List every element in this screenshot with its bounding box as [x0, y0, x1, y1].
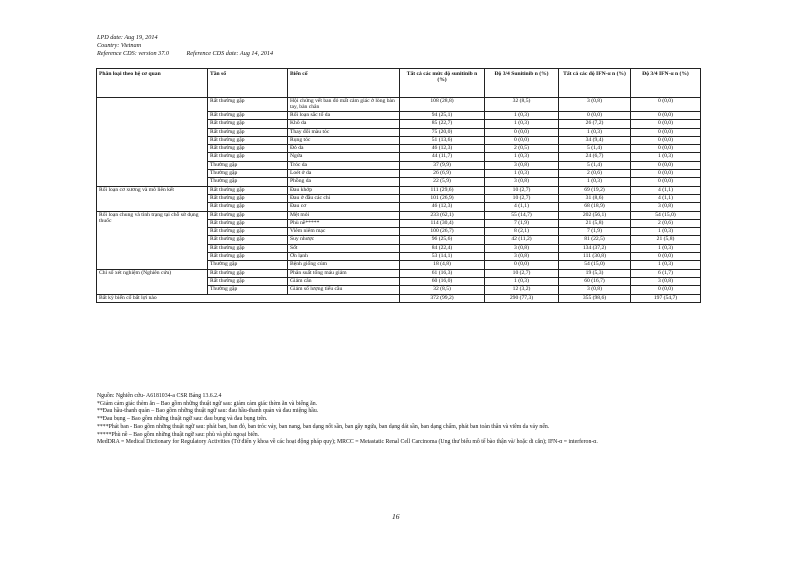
- frequency-cell: Thường gặp: [208, 261, 288, 269]
- organ-system-cell: Rối loạn chung và tình trạng tại chỗ sử dụng thuốc: [97, 211, 208, 269]
- ifn-grade34-cell: 0 (0,0): [631, 120, 701, 128]
- sunitinib-grade34-cell: 3 (0,8): [485, 244, 559, 252]
- ifn-all-cell: 24 (6,7): [559, 153, 631, 161]
- event-cell: Ớn lạnh: [288, 253, 400, 261]
- ifn-all-cell: 202 (56,1): [559, 211, 631, 219]
- ifn-all-cell: 81 (22,5): [559, 236, 631, 244]
- event-cell: Ngứa: [288, 153, 400, 161]
- frequency-cell: Rất thường gặp: [208, 203, 288, 211]
- ifn-grade34-cell: 0 (0,0): [631, 145, 701, 153]
- event-cell: Sốt: [288, 244, 400, 252]
- organ-system-cell: [97, 98, 208, 187]
- sunitinib-grade34-cell: 1 (0,3): [485, 112, 559, 120]
- total-ifn-grade34: 197 (54,7): [631, 294, 701, 302]
- ifn-grade34-cell: 1 (0,3): [631, 153, 701, 161]
- frequency-cell: Rất thường gặp: [208, 153, 288, 161]
- frequency-cell: Rất thường gặp: [208, 98, 288, 112]
- frequency-cell: Rất thường gặp: [208, 244, 288, 252]
- ifn-grade34-cell: 4 (1,1): [631, 186, 701, 194]
- frequency-cell: Rất thường gặp: [208, 112, 288, 120]
- organ-system-cell: Rối loạn cơ xương và mô liên kết: [97, 186, 208, 211]
- ifn-all-cell: 0 (0,0): [559, 112, 631, 120]
- ifn-grade34-cell: 0 (0,0): [631, 253, 701, 261]
- event-cell: Giảm cân: [288, 277, 400, 285]
- sunitinib-grade34-cell: 0 (0,0): [485, 261, 559, 269]
- event-cell: Đỏ da: [288, 145, 400, 153]
- ifn-grade34-cell: 1 (0,3): [631, 244, 701, 252]
- ifn-grade34-cell: 21 (5,8): [631, 236, 701, 244]
- sunitinib-all-cell: 60 (16,0): [400, 277, 485, 285]
- total-sunitinib-all: 372 (99,2): [400, 294, 485, 302]
- frequency-cell: Rất thường gặp: [208, 269, 288, 277]
- sunitinib-all-cell: 51 (13,6): [400, 136, 485, 144]
- ifn-all-cell: 60 (16,7): [559, 277, 631, 285]
- sunitinib-all-cell: 46 (12,3): [400, 145, 485, 153]
- sunitinib-all-cell: 96 (25,6): [400, 236, 485, 244]
- event-cell: Đau ở đầu các chi: [288, 194, 400, 202]
- country: Country: Vietnam: [97, 42, 142, 49]
- sunitinib-grade34-cell: 4 (1,1): [485, 203, 559, 211]
- sunitinib-grade34-cell: 32 (8,5): [485, 98, 559, 112]
- table-row: [97, 98, 701, 112]
- lpd-date: LPD date: Aug 19, 2014: [97, 34, 158, 41]
- footnote: MedDRA = Medical Dictionary for Regulatory Activities (Từ điển y khoa về các hoạt động pháp quy); MRCC = Metastatic Renal Cell Carcinoma (Ung thư biểu mô tế bào thận và/ hoặc di căn); IFN-α = interferon-α.: [97, 439, 598, 446]
- ifn-all-cell: 5 (1,4): [559, 161, 631, 169]
- ifn-all-cell: 34 (9,4): [559, 136, 631, 144]
- reference-cds: Reference CDS: version 37.0: [97, 50, 169, 57]
- footnote: **Đau hầu-thanh quản – Bao gồm những thuật ngữ sau: đau hầu-thanh quản và đau miệng hầu.: [97, 408, 319, 415]
- ifn-all-cell: 31 (8,6): [559, 194, 631, 202]
- ifn-grade34-cell: 54 (15,0): [631, 211, 701, 219]
- event-cell: Phân suất tống máu giảm: [288, 269, 400, 277]
- ifn-grade34-cell: 6 (1,7): [631, 269, 701, 277]
- footnote: **Đau bụng – Bao gồm những thuật ngữ sau: đau bụng và đau bụng trên.: [97, 416, 268, 423]
- table-row: [97, 211, 701, 219]
- event-cell: Phồng da: [288, 178, 400, 186]
- ifn-grade34-cell: 3 (0,8): [631, 203, 701, 211]
- frequency-cell: Rất thường gặp: [208, 211, 288, 219]
- frequency-cell: Rất thường gặp: [208, 186, 288, 194]
- sunitinib-grade34-cell: 10 (2,7): [485, 269, 559, 277]
- footnote: *Giảm cảm giác thèm ăn – Bao gồm những thuật ngữ sau: giảm cảm giác thèm ăn và biếng ăn.: [97, 400, 318, 407]
- event-cell: Rối loạn sắc tố da: [288, 112, 400, 120]
- frequency-cell: Thường gặp: [208, 161, 288, 169]
- ifn-grade34-cell: 1 (0,3): [631, 228, 701, 236]
- ifn-all-cell: 3 (0,8): [559, 286, 631, 294]
- frequency-cell: Rất thường gặp: [208, 219, 288, 227]
- total-sunitinib-grade34: 290 (77,3): [485, 294, 559, 302]
- frequency-cell: Rất thường gặp: [208, 120, 288, 128]
- ifn-all-cell: 1 (0,3): [559, 178, 631, 186]
- sunitinib-all-cell: 46 (12,3): [400, 203, 485, 211]
- event-cell: Bệnh giống cúm: [288, 261, 400, 269]
- event-cell: Rụng tóc: [288, 136, 400, 144]
- sunitinib-all-cell: 53 (14,1): [400, 253, 485, 261]
- event-cell: Đau khớp: [288, 186, 400, 194]
- event-cell: Mệt mỏi: [288, 211, 400, 219]
- ifn-grade34-cell: 1 (0,3): [631, 261, 701, 269]
- col-header-event: Biến cố: [288, 69, 400, 98]
- ifn-all-cell: 1 (0,3): [559, 128, 631, 136]
- frequency-cell: Rất thường gặp: [208, 194, 288, 202]
- sunitinib-grade34-cell: 2 (0,5): [485, 145, 559, 153]
- sunitinib-grade34-cell: 7 (1,9): [485, 219, 559, 227]
- total-row: [97, 294, 701, 302]
- ifn-all-cell: 111 (30,8): [559, 253, 631, 261]
- col-header-frequency: Tần số: [208, 69, 288, 98]
- col-header-ifn-grade34: Độ 3/4 IFN-α n (%): [631, 69, 701, 98]
- sunitinib-grade34-cell: 10 (2,7): [485, 186, 559, 194]
- ifn-all-cell: 134 (37,2): [559, 244, 631, 252]
- ifn-grade34-cell: 3 (0,8): [631, 277, 701, 285]
- col-header-soc: Phân loại theo hệ cơ quan: [97, 69, 208, 98]
- sunitinib-all-cell: 108 (28,8): [400, 98, 485, 112]
- ifn-all-cell: 2 (0,6): [559, 170, 631, 178]
- sunitinib-grade34-cell: 1 (0,3): [485, 170, 559, 178]
- frequency-cell: Rất thường gặp: [208, 145, 288, 153]
- footnotes: [97, 393, 707, 447]
- event-cell: Tróc da: [288, 161, 400, 169]
- sunitinib-grade34-cell: 3 (0,8): [485, 253, 559, 261]
- ifn-grade34-cell: 0 (0,0): [631, 136, 701, 144]
- ifn-all-cell: 19 (5,3): [559, 269, 631, 277]
- table-row: [97, 186, 701, 194]
- frequency-cell: Rất thường gặp: [208, 236, 288, 244]
- reference-cds-date: Reference CDS date: Aug 14, 2014: [186, 50, 274, 57]
- sunitinib-grade34-cell: 8 (2,1): [485, 228, 559, 236]
- sunitinib-all-cell: 233 (62,1): [400, 211, 485, 219]
- sunitinib-all-cell: 94 (25,1): [400, 112, 485, 120]
- ifn-all-cell: 3 (0,8): [559, 98, 631, 112]
- frequency-cell: Rất thường gặp: [208, 253, 288, 261]
- ifn-grade34-cell: 4 (1,1): [631, 194, 701, 202]
- total-label: Bất kỳ biến cố bất lợi nào: [97, 294, 400, 302]
- sunitinib-grade34-cell: 3 (0,8): [485, 161, 559, 169]
- sunitinib-all-cell: 84 (22,4): [400, 244, 485, 252]
- frequency-cell: Thường gặp: [208, 286, 288, 294]
- sunitinib-all-cell: 44 (11,7): [400, 153, 485, 161]
- event-cell: Giảm số lượng tiểu cầu: [288, 286, 400, 294]
- sunitinib-all-cell: 22 (5,9): [400, 178, 485, 186]
- sunitinib-all-cell: 26 (6,9): [400, 170, 485, 178]
- sunitinib-all-cell: 101 (26,9): [400, 194, 485, 202]
- ifn-all-cell: 21 (5,8): [559, 219, 631, 227]
- ifn-grade34-cell: 0 (0,0): [631, 161, 701, 169]
- ifn-grade34-cell: 0 (0,0): [631, 178, 701, 186]
- col-header-sunitinib-all: Tất cả các mức độ sunitinib n (%): [400, 69, 485, 98]
- sunitinib-grade34-cell: 1 (0,3): [485, 277, 559, 285]
- sunitinib-all-cell: 75 (20,0): [400, 128, 485, 136]
- event-cell: Viêm niêm mạc: [288, 228, 400, 236]
- ifn-grade34-cell: 0 (0,0): [631, 286, 701, 294]
- total-ifn-all: 355 (98,6): [559, 294, 631, 302]
- ifn-all-cell: 54 (15,0): [559, 261, 631, 269]
- sunitinib-all-cell: 111 (29,6): [400, 186, 485, 194]
- footnote: ****Phát ban - Bao gồm những thuật ngữ sau: phát ban, ban đỏ, ban tróc vảy, ban nang, ban dạng nốt sần, ban gây ngứa, ban dạng dát sần, ban dạng chấm, phát ban toàn thân và viêm da vảy nến.: [97, 423, 550, 430]
- organ-system-cell: Chỉ số xét nghiệm (Nghiên cứu): [97, 269, 208, 294]
- ifn-all-cell: 26 (7,2): [559, 120, 631, 128]
- sunitinib-all-cell: 85 (22,7): [400, 120, 485, 128]
- footnote: Nguồn: Nghiên cứu- A6181034-a CSR Bảng 13.6.2.4: [97, 393, 222, 399]
- sunitinib-grade34-cell: 3 (0,8): [485, 178, 559, 186]
- ifn-all-cell: 7 (1,9): [559, 228, 631, 236]
- table-header-row: [97, 69, 701, 98]
- frequency-cell: Thường gặp: [208, 178, 288, 186]
- ifn-grade34-cell: 0 (0,0): [631, 128, 701, 136]
- sunitinib-grade34-cell: 10 (2,7): [485, 194, 559, 202]
- sunitinib-all-cell: 18 (4,8): [400, 261, 485, 269]
- sunitinib-all-cell: 61 (16,3): [400, 269, 485, 277]
- sunitinib-grade34-cell: 1 (0,3): [485, 120, 559, 128]
- frequency-cell: Rất thường gặp: [208, 277, 288, 285]
- frequency-cell: Thường gặp: [208, 170, 288, 178]
- ifn-all-cell: 68 (18,9): [559, 203, 631, 211]
- event-cell: Suy nhược: [288, 236, 400, 244]
- table-row: [97, 269, 701, 277]
- event-cell: Hội chứng vết ban đỏ mất cảm giác ở lòng bàn tay, bàn chân: [288, 98, 400, 112]
- sunitinib-all-cell: 32 (8,5): [400, 286, 485, 294]
- sunitinib-grade34-cell: 42 (11,2): [485, 236, 559, 244]
- ifn-grade34-cell: 2 (0,6): [631, 219, 701, 227]
- sunitinib-all-cell: 37 (9,9): [400, 161, 485, 169]
- sunitinib-grade34-cell: 1 (0,3): [485, 153, 559, 161]
- sunitinib-grade34-cell: 0 (0,0): [485, 136, 559, 144]
- ifn-all-cell: 69 (19,2): [559, 186, 631, 194]
- sunitinib-grade34-cell: 12 (3,2): [485, 286, 559, 294]
- frequency-cell: Rất thường gặp: [208, 228, 288, 236]
- ifn-grade34-cell: 0 (0,0): [631, 112, 701, 120]
- col-header-sunitinib-grade34: Độ 3/4 Sunitinib n (%): [485, 69, 559, 98]
- frequency-cell: Rất thường gặp: [208, 136, 288, 144]
- sunitinib-all-cell: 100 (26,7): [400, 228, 485, 236]
- ifn-grade34-cell: 0 (0,0): [631, 98, 701, 112]
- sunitinib-grade34-cell: 55 (14,7): [485, 211, 559, 219]
- reference-cds-line: [97, 50, 273, 58]
- event-cell: Đau cơ: [288, 203, 400, 211]
- ifn-all-cell: 5 (1,4): [559, 145, 631, 153]
- sunitinib-all-cell: 114 (30,4): [400, 219, 485, 227]
- footnote: *****Phù nề – Bao gồm những thuật ngữ sau: phù và phù ngoại biên.: [97, 431, 260, 438]
- event-cell: Loét ở da: [288, 170, 400, 178]
- event-cell: Khô da: [288, 120, 400, 128]
- adverse-events-table: [96, 68, 701, 303]
- event-cell: Phù nề*****: [288, 219, 400, 227]
- sunitinib-grade34-cell: 0 (0,0): [485, 128, 559, 136]
- page-number: 16: [392, 512, 400, 521]
- frequency-cell: Rất thường gặp: [208, 128, 288, 136]
- event-cell: Thay đổi màu tóc: [288, 128, 400, 136]
- col-header-ifn-all: Tất cả các độ IFN-α n (%): [559, 69, 631, 98]
- ifn-grade34-cell: 0 (0,0): [631, 170, 701, 178]
